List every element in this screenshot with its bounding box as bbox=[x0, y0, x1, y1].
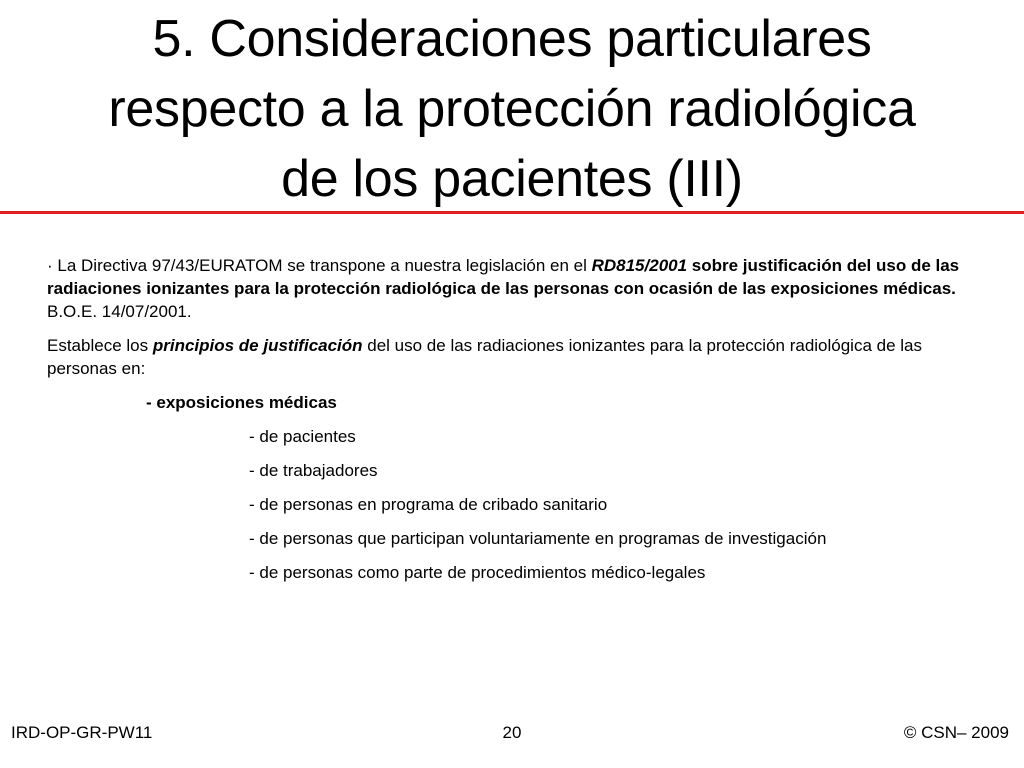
principles-emphasis: principios de justificación bbox=[152, 336, 363, 355]
list-item-workers: - de trabajadores bbox=[249, 461, 378, 480]
directive-text: · La Directiva 97/43/EURATOM se transpone a nuestra legislación en el bbox=[47, 256, 592, 275]
title-divider bbox=[0, 211, 1024, 214]
list-item-medical-exposures: - exposiciones médicas bbox=[146, 393, 337, 412]
list-item-screening: - de personas en programa de cribado sanitario bbox=[249, 495, 608, 514]
copyright: © CSN– 2009 bbox=[903, 723, 1009, 742]
principles-prefix: Establece los bbox=[47, 336, 153, 355]
principles-paragraph bbox=[47, 334, 992, 380]
document-code: IRD-OP-GR-PW11 bbox=[11, 723, 153, 742]
page-number: 20 bbox=[502, 723, 522, 742]
list-item-research-volunteers: - de personas que participan voluntariamente en programas de investigación bbox=[249, 529, 827, 548]
slide-body bbox=[47, 254, 992, 595]
list-item-patients: - de pacientes bbox=[249, 427, 356, 446]
rd-reference: RD815/2001 bbox=[591, 256, 688, 275]
boe-date: B.O.E. 14/07/2001. bbox=[47, 302, 192, 321]
list-item-medico-legal: - de personas como parte de procedimientos médico-legales bbox=[249, 563, 706, 582]
slide-title bbox=[0, 4, 1024, 214]
principles-suffix: del uso de las radiaciones ionizantes para la protección radiológica de las personas en: bbox=[47, 336, 923, 378]
slide-title-line-3: de los pacientes (III) bbox=[281, 150, 743, 208]
slide-title-line-2: respecto a la protección radiológica bbox=[108, 80, 916, 138]
rd-description: sobre justificación del uso de las radiaciones ionizantes para la protección radiológica de las personas con ocasión de las exposiciones médicas. bbox=[47, 256, 960, 298]
directive-paragraph bbox=[47, 254, 992, 323]
slide-title-line-1: 5. Consideraciones particulares bbox=[152, 10, 872, 68]
